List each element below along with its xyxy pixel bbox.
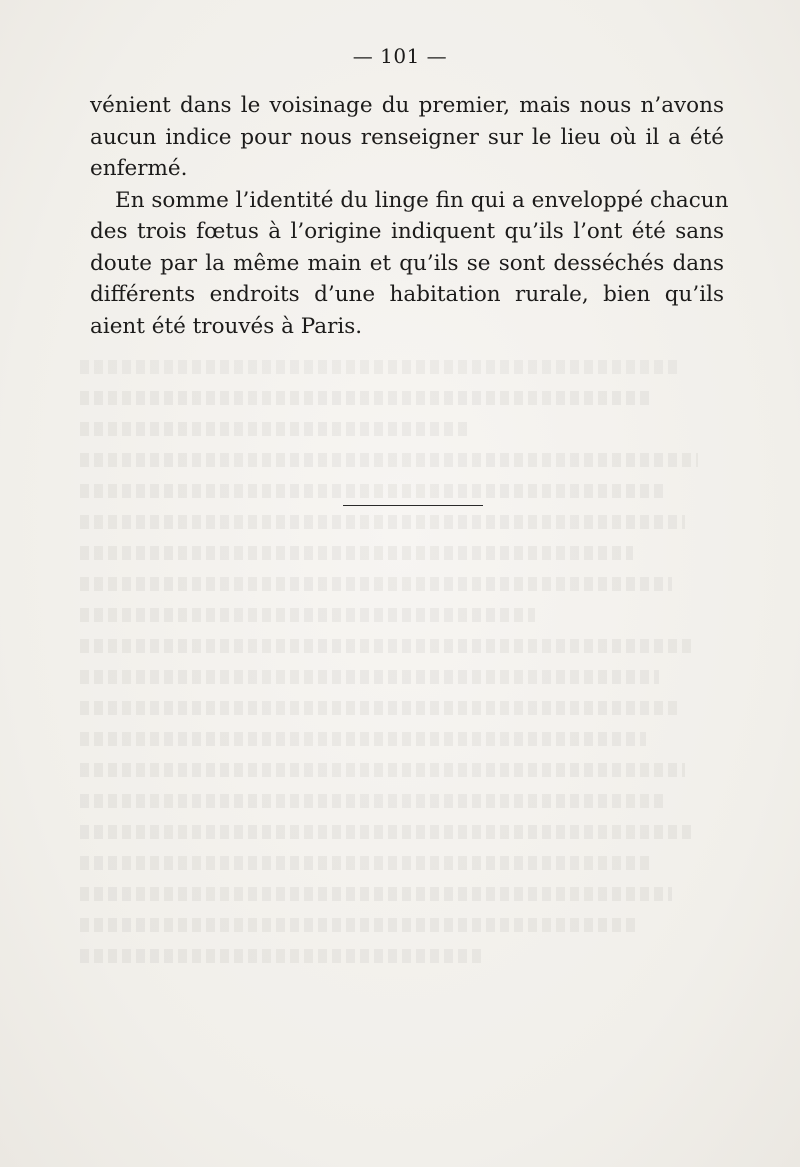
- paragraph-2: [90, 185, 729, 343]
- text-line: vénient dans le voisinage du premier, mais nous n’avons: [90, 93, 724, 118]
- text-line: enfermé.: [90, 156, 188, 181]
- paragraph-1: [90, 90, 724, 185]
- text-line: des trois fœtus à l’origine indiquent qu’ils l’ont été sans: [90, 219, 724, 244]
- text-line: En somme l’identité du linge fin qui a enveloppé chacun: [115, 187, 729, 213]
- text-line: doute par la même main et qu’ils se sont desséchés dans: [90, 250, 724, 276]
- text-line: aient été trouvés à Paris.: [90, 313, 363, 339]
- section-divider-rule: [343, 505, 483, 506]
- body-text: [90, 90, 729, 342]
- text-line: aucun indice pour nous renseigner sur le lieu où il a été: [90, 124, 724, 150]
- page-number: — 101 —: [352, 44, 448, 68]
- show-through-text: [80, 360, 730, 1060]
- text-line: différents endroits d’une habitation rurale, bien qu’ils: [90, 282, 724, 307]
